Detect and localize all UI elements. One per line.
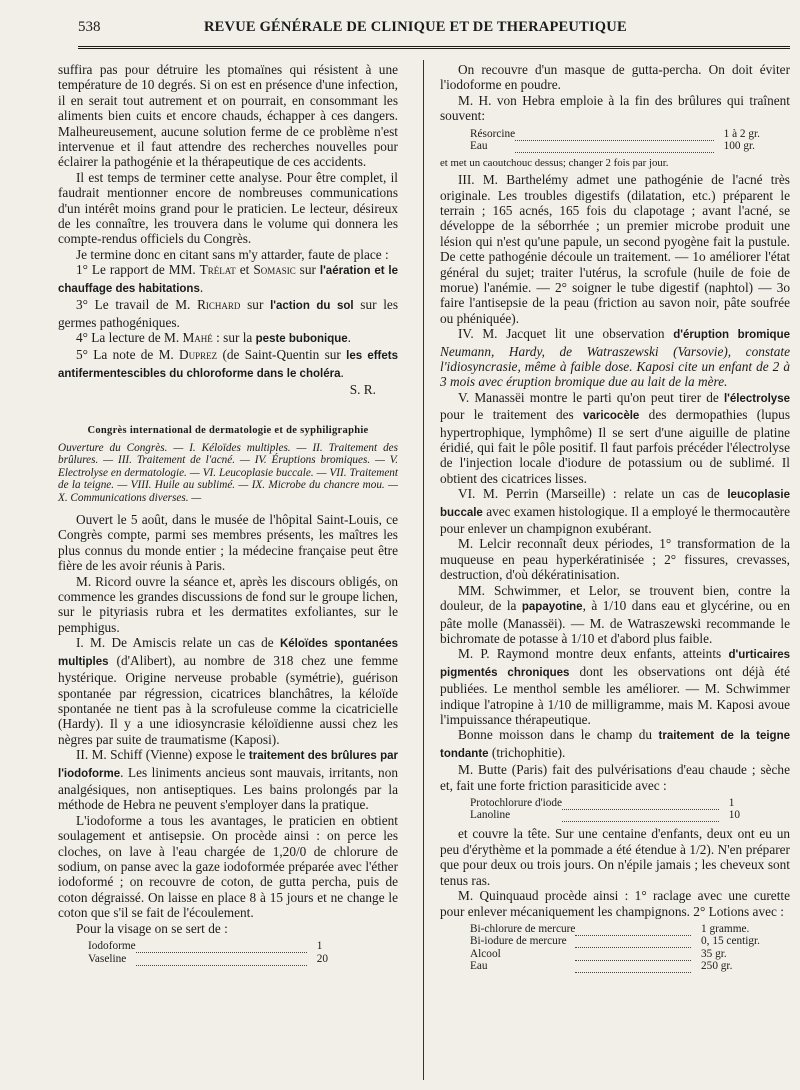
left-column (58, 62, 398, 970)
paragraph: M. Butte (Paris) fait des pulvérisations d'eau chaude ; sèche et, fait une forte friction parasiticide avec : (440, 762, 790, 793)
header-rule (78, 46, 790, 49)
paragraph: V. Manassëi montre le parti qu'on peut tirer de l'électrolyse pour le traitement des varicocèle des dermopathies (lupus hypertrophique, lymphôme) Il se sert d'une aiguille de platine éridié, qui fait le pôle positif. Il faut parfois précéder l'électrolyse de l'injection locale d'iodure de potassium ou de sublimé. Il obtient des cicatrices lisses. (440, 389, 790, 486)
paragraph: IV. M. Jacquet lit une observation d'éruption bromique Neumann, Hardy, de Watraszewski (Varsovie), constate l'idiosyncrasie, même à faible dose. Kaposi cite un enfant de 2 à 3 mois avec éruption bromique due au lait de la mère. (440, 326, 790, 390)
paragraph: Il est temps de terminer cette analyse. Pour être complet, il faudrait mentionner encore de nombreuses communications d'un intérêt moins grand pour le praticien. Le lecteur, désireux de les connaître, les trouvera dans le volume qui donnera les compte-rendus officiels du Congrès. (58, 169, 398, 247)
prescription-table (470, 797, 740, 823)
signature: S. R. (349, 382, 376, 398)
paragraph: III. M. Barthelémy admet une pathogénie de l'acné très originale. Les troubles digestifs (dilatation, etc.) préparent le terrain ; 165 acnés, 165 fois du clapotage ; avant l'acné, se développe de la séborrhée ; un premier microbe produit une lésion qui n'est qu'une papule, un second pyogène fait la pustule. De cette pathogénie découle un traitement. — 1o améliorer l'état général du sujet; traiter l'utérus, la scrofule (huile de foie de morue) l'anémie. — 2° soigner le tube digestif (naphtol) — 3o faire l'antisepsie de la peau (friction au savon noir, pâte soufrée ou phéniquée). (440, 172, 790, 326)
list-item: 4° La lecture de M. Mahé : sur la peste bubonique. (76, 329, 351, 345)
section-summary: Ouverture du Congrès. — I. Kéloïdes multiples. — II. Traitement des brûlures. — III. Traitement de l'acné. — IV. Éruptions bromiques. — V. Electrolyse en dermatologie. — VI. Leucoplasie buccale. — VII. Traitement de la teigne. — VIII. Huile au sublimé. — IX. Microbe du chancre mou. — X. Communications diverses. — (58, 441, 398, 504)
prescription-table (88, 940, 328, 966)
paragraph: On recouvre d'un masque de gutta-percha. On doit éviter l'iodoforme en poudre. (440, 62, 790, 93)
right-column (440, 62, 790, 977)
paragraph: et couvre la tête. Sur une centaine d'enfants, deux ont eu un peu d'érythème et la pommade a été étendue à 1/2). N'en préparer que pour deux ou trois jours. On n'épile jamais ; les cheveux sont tenus ras. (440, 826, 790, 888)
table-row: Lanoline 10 (470, 809, 740, 822)
paragraph: Ouvert le 5 août, dans le musée de l'hôpital Saint-Louis, ce Congrès compte, parmi ses membres présents, les maîtres les plus connus du monde entier ; la médecine française peut être fière de les avoir réunis à Paris. (58, 512, 398, 574)
list-item: 3° Le travail de M. Richard sur l'action du sol sur les germes pathogéniques. (58, 297, 399, 330)
table-row: Bi-chlorure de mercure 1 gramme. (470, 922, 750, 935)
paragraph: M. Lelcir reconnaît deux périodes, 1° transformation de la muqueuse en peau hyperkératinisée ; 2° fissures, crevasses, destruction, d'où dékératinisation. (440, 536, 790, 583)
section-title: Congrès international de dermatologie et de syphiligraphie (87, 424, 369, 436)
list-item: 5° La note de M. Duprez (de Saint-Quentin sur les effets antifermentescibles du chloroforme dans le choléra. (58, 347, 398, 380)
paragraph: M. H. von Hebra emploie à la fin des brûlures qui traînent souvent: (440, 92, 790, 124)
table-row: Résorcine 1 à 2 gr. (470, 127, 760, 140)
table-row: Eau 250 gr. (470, 960, 733, 973)
table-row: Vaseline 20 (88, 952, 328, 965)
table-row: Alcool 35 gr. (470, 947, 727, 960)
table-row: Eau 100 gr. (470, 140, 755, 153)
table-row: Bi-iodure de mercure 0, 15 centigr. (470, 935, 760, 948)
running-title: REVUE GÉNÉRALE DE CLINIQUE ET DE THERAPEUTIQUE (204, 19, 627, 35)
prescription-table (470, 128, 760, 154)
paragraph: VI. M. Perrin (Marseille) : relate un cas de leucoplasie buccale avec examen histologique. Il a employé le thermocautère pour enlever un champignon exubérant. (440, 486, 790, 537)
paragraph: I. M. De Amiscis relate un cas de Kéloïdes spontanées multiples (d'Alibert), au nombre de 318 chez une femme hystérique. Origine nerveuse probable (symétrie), guérison spontanée par régression, cicatrices blanchâtres, la kéloïde spontanée ne tient pas à la scrofuleuse comme la cicatricielle (Hardy). Il y a une idiosyncrasie kéloïdienne aussi chez les nègres par suite de traumatisme (Kaposi). (58, 635, 398, 747)
paragraph: suffira pas pour détruire les ptomaïnes qui résistent à une température de 10 degrés. Si on est en présence d'une infection, il en serait tout autrement et on pourrait, en consommant les aliments bien cuits et encore chauds, échapper à ces dangers. Malheureusement, aucune solution ferme de ce problème n'est intervenue et il faut attendre des recherches nouvelles pour éclairer la pathogénie et la thérapeutique de ces accidents. (58, 62, 398, 170)
prescription-note: et met un caoutchouc dessus; changer 2 fois par jour. (440, 157, 669, 170)
paragraph: Je termine donc en citant sans m'y attarder, faute de place : (76, 246, 389, 262)
paragraph: M. Quinquaud procède ainsi : 1° raclage avec une curette pour enlever mécaniquement les champignons. 2° Lotions avec : (440, 888, 790, 919)
paragraph: Bonne moisson dans le champ du traitement de la teigne tondante (trichophitie). (440, 727, 791, 760)
paragraph: M. Ricord ouvre la séance et, après les discours obligés, on commence les grandes discussions de fond sur le groupe lichen, sur le pityriasis rubra et les dermatites exfoliantes, sur le pemphigus. (58, 573, 398, 635)
table-row: Iodoforme 1 (88, 940, 323, 952)
paragraph: II. M. Schiff (Vienne) expose le traitement des brûlures par l'iodoforme. Les liniments ancieus sont mauvais, irritants, non analgésiques, non antiseptiques. Les bains prolongés par la méthode de Hebra ne peuvent s'employer dans la pratique. (58, 747, 398, 813)
communications-list (58, 262, 398, 382)
paragraph: Pour la visage on se sert de : (76, 920, 228, 936)
column-divider (423, 60, 424, 1080)
table-row: Protochlorure d'iode 1 (470, 796, 735, 809)
prescription-table (470, 923, 760, 974)
paragraph: MM. Schwimmer, et Lelor, se trouvent bien, contre la douleur, de la papayotine, à 1/10 dans eau et glycérine, ou en pâte molle (Manassëi). — M. de Watraszewski recommande le bichromate de potasse à 1/10 et d'abord plus faible. (440, 582, 790, 646)
page-number: 538 (78, 19, 101, 35)
list-item: 1° Le rapport de MM. Trélat et Somasic sur l'aération et le chauffage des habitations. (58, 262, 399, 295)
paragraph: M. P. Raymond montre deux enfants, atteints d'urticaires pigmentés chroniques dont les observations ont déjà été publiées. Le menthol semble les améliorer. — M. Schwimmer indique l'atropine à 1/10 de milligramme, mais M. Kaposi avoue l'impuissance thérapeutique. (440, 646, 791, 727)
page-header (78, 17, 790, 41)
paragraph: L'iodoforme a tous les avantages, le praticien en obtient soulagement et antisepsie. On procède ainsi : on perce les cloches, on lave à l'eau chargée de 1,20/0 de chlorure de sodium, on panse avec la gaze iodoformée préparée avec l'éther iodoformé ; on recouvre de coton, de gutta percha, puis de coton dégraissé. On laisse en place 8 à 15 jours et ne change le coton que s'il se fait de l'écoulement. (58, 812, 398, 921)
